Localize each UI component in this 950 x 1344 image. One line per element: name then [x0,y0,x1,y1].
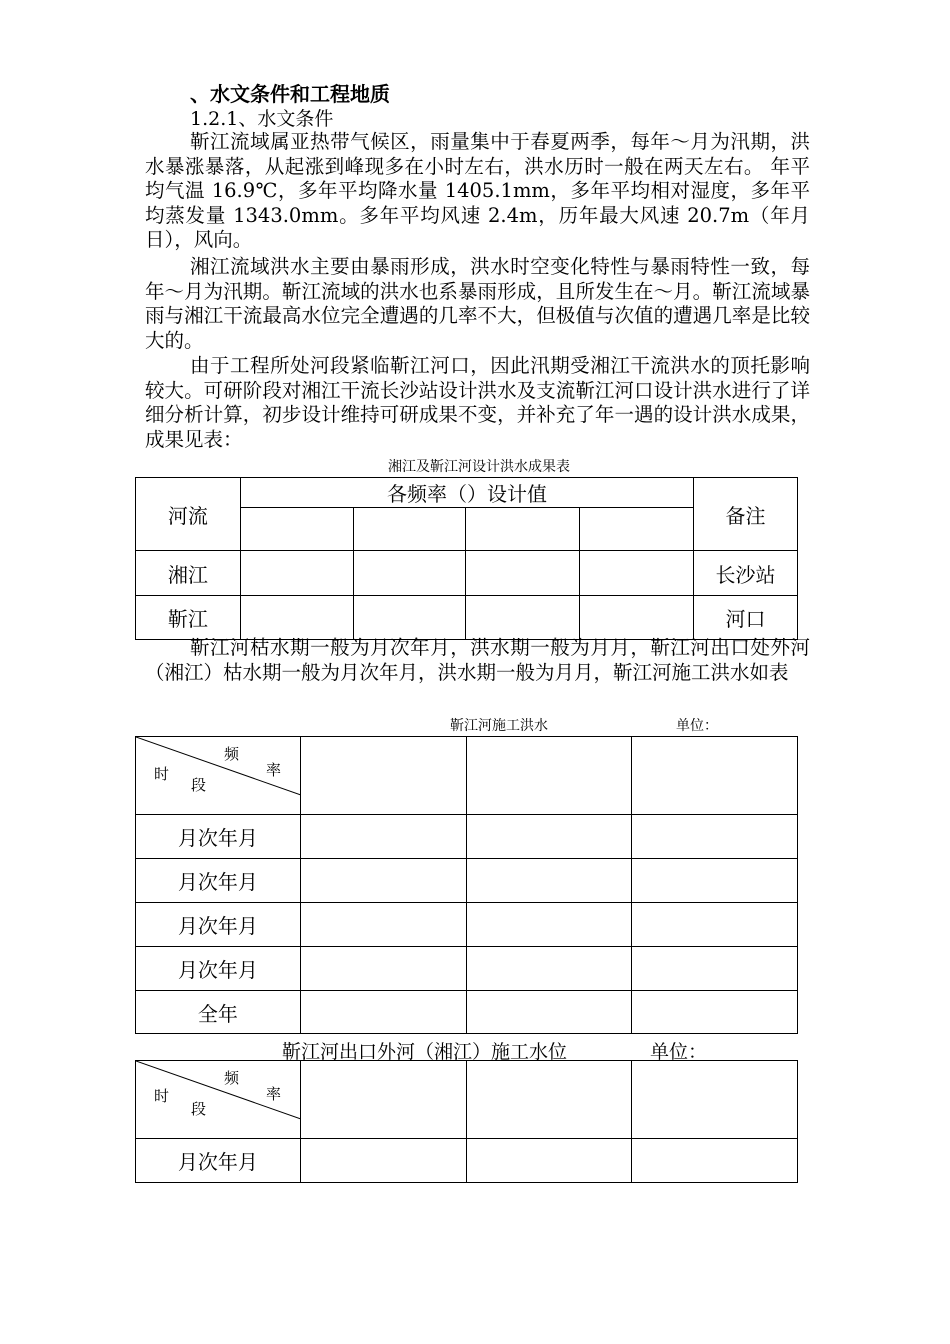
table-row [136,815,798,859]
period-label: 月次年月 [136,815,301,859]
paragraph-design: 由于工程所处河段紧临靳江河口，因此汛期受湘江干流洪水的顶托影响较大。可研阶段对湘江干流长沙站设计洪水及支流靳江河口设计洪水进行了详细分析计算，初步设计维持可研成果不变，并补充了年一遇的设计洪水成果，成果见表： [145,354,810,451]
river-name: 靳江 [136,596,241,640]
header-river: 河流 [136,478,241,551]
table-row [136,596,798,640]
table-row [136,991,798,1034]
table3-unit: 单位： [650,1041,708,1063]
diag-label-period2: 段 [191,1100,207,1118]
table2-caption: 靳江河施工洪水 [450,718,548,734]
subsection-heading: 1.2.1、水文条件 [190,108,334,130]
table1-caption: 湘江及靳江河设计洪水成果表 [388,459,570,475]
period-label: 月次年月 [136,859,301,903]
period-label: 月次年月 [136,1139,301,1183]
construction-flood-table [135,736,798,1034]
table-row [136,859,798,903]
period-label: 全年 [136,991,301,1034]
diagonal-header-cell [136,1061,301,1139]
diag-label-period1: 时 [154,1087,170,1105]
table-row [136,551,798,596]
diag-label-period2: 段 [191,776,207,794]
paragraph-climate: 靳江流域属亚热带气候区，雨量集中于春夏两季，每年～月为汛期，洪水暴涨暴落，从起涨到峰现多在小时左右，洪水历时一般在两天左右。 年平均气温 16.9℃，多年平均降水量 1405.1mm，多年平均相对湿度，多年平均蒸发量 1343.0mm。多年平均风速 2.4m，历年最大风速 20.7m（年月日），风向。 [145,130,810,251]
table-row [136,947,798,991]
diagonal-header-cell [136,737,301,815]
table-row [136,1139,798,1183]
header-note: 备注 [694,478,798,551]
freq-cell [240,508,353,551]
header-frequency: 各频率（）设计值 [240,478,693,508]
freq-cell [580,508,694,551]
river-note: 河口 [694,596,798,640]
table3-caption: 靳江河出口外河（湘江）施工水位 [282,1041,568,1063]
freq-cell [353,508,466,551]
diag-label-freq1: 频 [224,1069,240,1087]
diag-label-freq2: 率 [266,761,282,779]
paragraph-construction: 靳江河枯水期一般为月次年月，洪水期一般为月月，靳江河出口处外河（湘江）枯水期一般为月次年月，洪水期一般为月月，靳江河施工洪水如表 [145,636,810,684]
diag-label-period1: 时 [154,765,170,783]
diag-label-freq2: 率 [266,1085,282,1103]
section-heading: 、水文条件和工程地质 [190,82,390,106]
period-label: 月次年月 [136,947,301,991]
table2-unit: 单位： [676,718,718,734]
diag-label-freq1: 频 [224,745,240,763]
river-note: 长沙站 [694,551,798,596]
period-label: 月次年月 [136,903,301,947]
design-flood-table [135,477,798,640]
construction-water-level-table [135,1060,798,1183]
freq-cell [466,508,580,551]
table-row [136,903,798,947]
river-name: 湘江 [136,551,241,596]
paragraph-flood: 湘江流域洪水主要由暴雨形成，洪水时空变化特性与暴雨特性一致，每年～月为汛期。靳江流域的洪水也系暴雨形成，且所发生在～月。靳江流域暴雨与湘江干流最高水位完全遭遇的几率不大，但极值与次值的遭遇几率是比较大的。 [145,255,810,352]
